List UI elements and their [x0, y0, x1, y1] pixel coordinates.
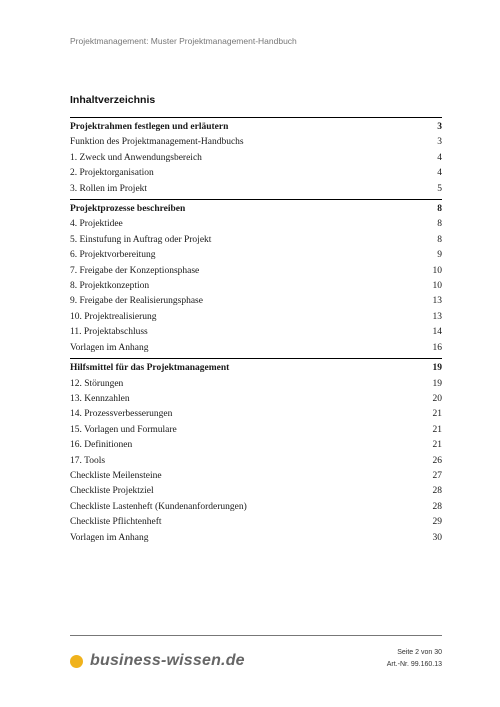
footer-divider [70, 635, 442, 636]
page-number: Seite 2 von 30 [397, 649, 442, 656]
toc-entry-title: 5. Einstufung in Auftrag oder Projekt [70, 234, 212, 245]
toc-entry[interactable] [70, 454, 442, 469]
toc-entry-title: Checkliste Projektziel [70, 486, 154, 497]
toc-entry-title: 15. Vorlagen und Formulare [70, 424, 177, 435]
toc-entry-page: 28 [432, 501, 442, 512]
toc-entry[interactable] [70, 166, 442, 181]
toc-entry[interactable] [70, 377, 442, 392]
document-header: Projektmanagement: Muster Projektmanagement-Handbuch [70, 36, 297, 46]
toc-entry-page: 19 [432, 378, 442, 389]
toc-entry[interactable] [70, 325, 442, 340]
toc-entry-page: 21 [432, 440, 442, 451]
toc-entry-title: 11. Projektabschluss [70, 327, 148, 338]
toc-entry-page: 21 [432, 409, 442, 420]
toc-entry-page: 4 [437, 152, 442, 163]
toc-entry-title: 4. Projektidee [70, 219, 123, 230]
toc-entry[interactable] [70, 151, 442, 166]
toc-entry[interactable] [70, 264, 442, 279]
toc-entry-title: 10. Projektrealisierung [70, 311, 157, 322]
toc-entry-page: 8 [437, 234, 442, 245]
toc-entry-title: Checkliste Pflichtenheft [70, 517, 162, 528]
toc-entry[interactable] [70, 438, 442, 453]
toc-entry-page: 29 [432, 517, 442, 528]
toc-entry-title: 7. Freigabe der Konzeptionsphase [70, 265, 200, 276]
toc-entry-page: 21 [432, 424, 442, 435]
toc-section-page: 8 [437, 204, 442, 215]
toc-entry[interactable] [70, 423, 442, 438]
toc-entry-title: Funktion des Projektmanagement-Handbuchs [70, 137, 244, 148]
toc-section-page: 3 [437, 122, 442, 132]
toc-entry-page: 10 [432, 281, 442, 292]
toc-entry[interactable] [70, 407, 442, 422]
toc-entry-page: 26 [432, 455, 442, 466]
toc-entry[interactable] [70, 515, 442, 530]
toc-section-title: Projektrahmen festlegen und erläutern [70, 122, 229, 132]
toc-entry-title: 14. Prozessverbesserungen [70, 409, 173, 420]
toc-entry-title: 1. Zweck und Anwendungsbereich [70, 152, 202, 163]
toc-entry-page: 9 [437, 250, 442, 261]
logo-dot-icon [70, 655, 83, 668]
toc-entry-title: 17. Tools [70, 455, 106, 466]
toc-entry[interactable] [70, 135, 442, 150]
toc-entry-title: Checkliste Meilensteine [70, 470, 162, 481]
toc-entry-page: 5 [437, 183, 442, 194]
toc-entry-title: Vorlagen im Anhang [70, 342, 149, 353]
toc-entry-page: 20 [432, 393, 442, 404]
toc-entry[interactable] [70, 294, 442, 309]
toc-entry-page: 13 [432, 311, 442, 322]
business-wissen-logo [70, 652, 245, 670]
toc-entry[interactable] [70, 500, 442, 515]
toc-entry-title: 16. Definitionen [70, 440, 133, 451]
toc-entry-title: Vorlagen im Anhang [70, 532, 149, 543]
toc-entry-title: Checkliste Lastenheft (Kundenanforderungen) [70, 501, 247, 512]
toc-entry-page: 10 [432, 265, 442, 276]
toc-title: Inhaltverzeichnis [70, 94, 156, 106]
toc-entry-title: 6. Projektvorbereitung [70, 250, 156, 261]
toc-entry-title: 2. Projektorganisation [70, 168, 154, 179]
toc-entry-title: 3. Rollen im Projekt [70, 183, 148, 194]
toc-entry-page: 3 [437, 137, 442, 148]
toc-entry-title: 13. Kennzahlen [70, 393, 130, 404]
toc-entry[interactable] [70, 248, 442, 263]
toc-entry-title: 9. Freigabe der Realisierungsphase [70, 296, 203, 307]
toc-entry-title: 12. Störungen [70, 378, 124, 389]
toc-entry[interactable] [70, 484, 442, 499]
toc-entry-page: 4 [437, 168, 442, 179]
toc-entry-page: 30 [432, 532, 442, 543]
toc-section-title: Projektprozesse beschreiben [70, 204, 186, 215]
toc-entry-page: 27 [432, 470, 442, 481]
article-number: Art.-Nr. 99.160.13 [386, 661, 442, 668]
toc-entry[interactable] [70, 279, 442, 294]
toc-entry[interactable] [70, 182, 442, 197]
toc-entry[interactable] [70, 341, 442, 356]
toc-entry[interactable] [70, 531, 442, 546]
toc-entry[interactable] [70, 233, 442, 248]
toc-entry-page: 13 [432, 296, 442, 307]
toc-section-title: Hilfsmittel für das Projektmanagement [70, 363, 230, 374]
toc-entry[interactable] [70, 310, 442, 325]
toc-entry-page: 14 [432, 327, 442, 338]
toc-entry-page: 16 [432, 342, 442, 353]
toc-section-heading[interactable] [70, 199, 442, 217]
toc-entry-page: 28 [432, 486, 442, 497]
toc-entry-page: 8 [437, 219, 442, 230]
toc-entry[interactable] [70, 469, 442, 484]
toc-entry[interactable] [70, 392, 442, 407]
toc-entry[interactable] [70, 217, 442, 232]
table-of-contents [70, 117, 442, 546]
logo-text: business-wissen.de [90, 652, 245, 669]
toc-section-heading[interactable] [70, 358, 442, 376]
page-info [387, 647, 442, 671]
toc-section-page: 19 [432, 363, 442, 374]
toc-entry-title: 8. Projektkonzeption [70, 281, 150, 292]
toc-section-heading[interactable] [70, 117, 442, 135]
